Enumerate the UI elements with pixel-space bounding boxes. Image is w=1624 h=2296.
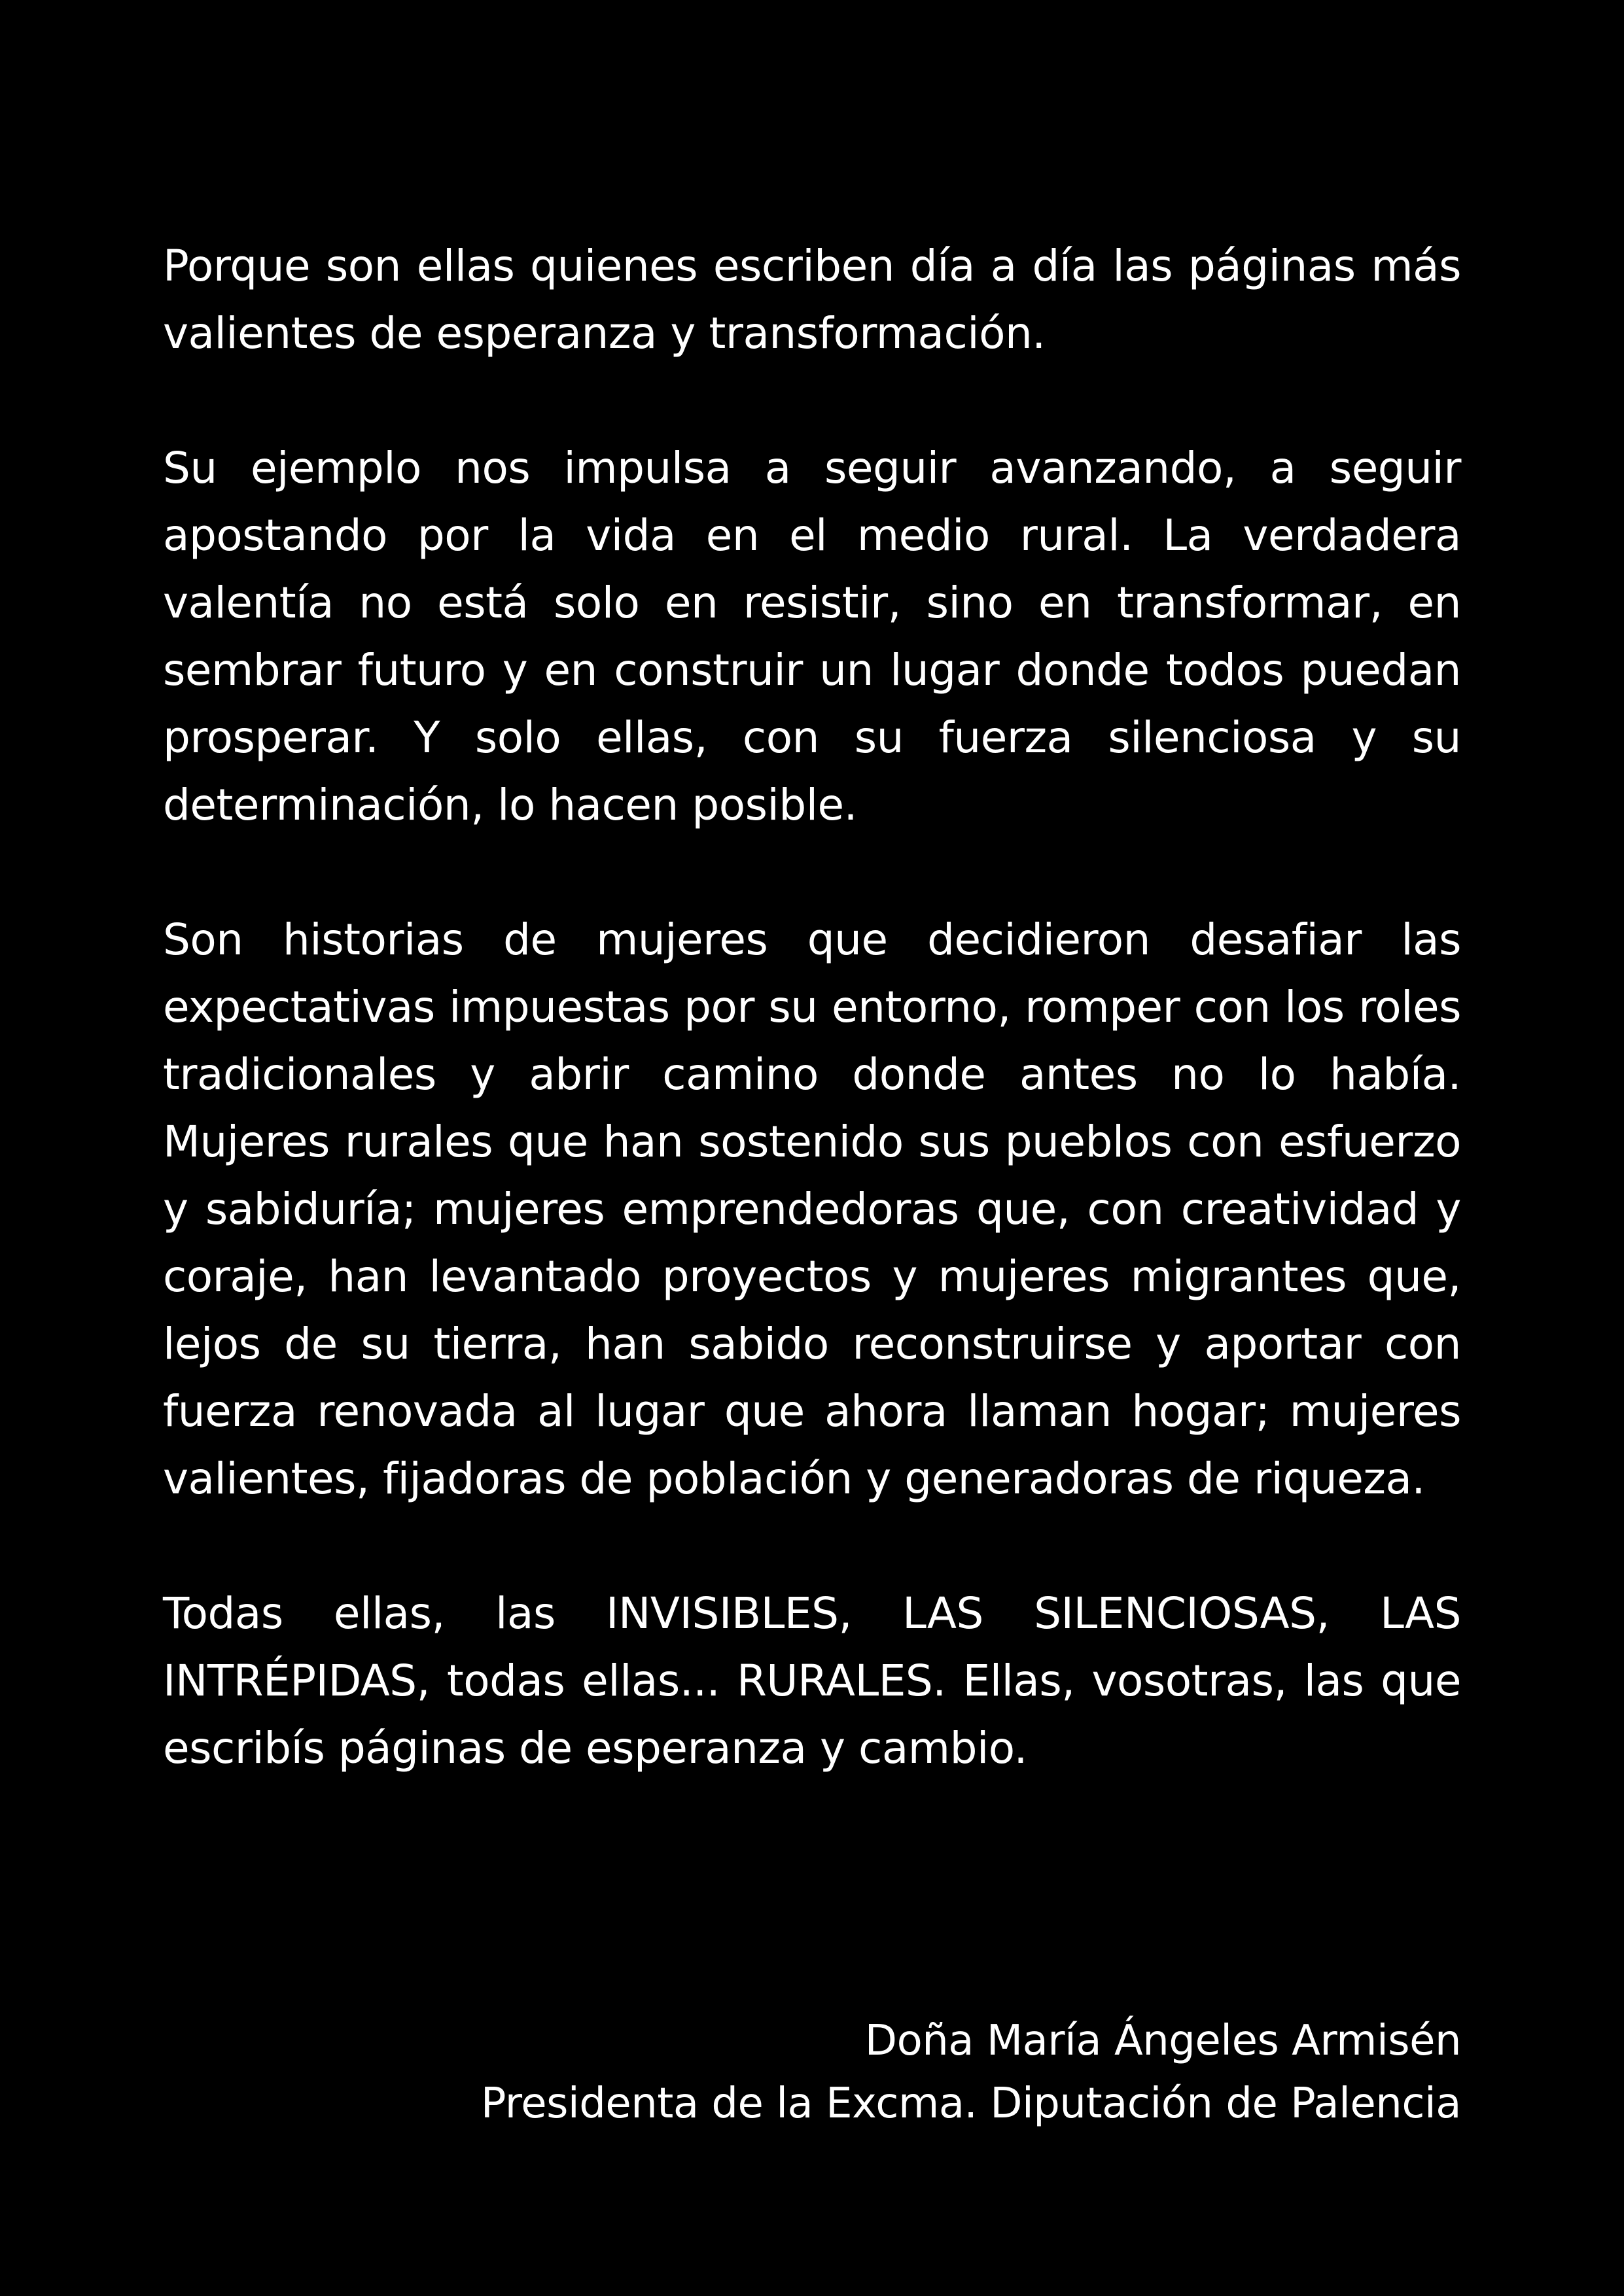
paragraph-4: Todas ellas, las INVISIBLES, LAS SILENCIOSAS, LAS INTRÉPIDAS, todas ellas... RURALES. Ellas, vosotras, las que escribís páginas de esperanza y cambio. [163,1588,1461,1773]
paragraph-3: Son historias de mujeres que decidieron desafiar las expectativas impuestas por su entorno, romper con los roles tradicionales y abrir camino donde antes no lo había. Mujeres rurales que han sostenido sus pueblos con esfuerzo y sabiduría; mujeres emprendedoras que, con creatividad y coraje, han levantado proyectos y mujeres migrantes que, lejos de su tierra, han sabido reconstruirse y aportar con fuerza renovada al lugar que ahora llaman hogar; mujeres valientes, fijadoras de población y generadoras de riqueza. [163,914,1461,1504]
signature-name: Doña María Ángeles Armisén [864,2017,1461,2065]
signature-block [481,2009,1461,2135]
paragraph-1: Porque son ellas quienes escriben día a día las páginas más valientes de esperanza y transformación. [163,241,1461,358]
paragraph-spacer [163,1512,1461,1580]
paragraph-spacer [163,839,1461,906]
paragraph-spacer [163,367,1461,434]
signature-title: Presidenta de la Excma. Diputación de Palencia [480,2079,1461,2128]
body-text [163,232,1461,1782]
paragraph-2: Su ejemplo nos impulsa a seguir avanzando, a seguir apostando por la vida en el medio rural. La verdadera valentía no está solo en resistir, sino en transformar, en sembrar futuro y en construir un lugar donde todos puedan prosperar. Y solo ellas, con su fuerza silenciosa y su determinación, lo hacen posible. [163,443,1461,830]
